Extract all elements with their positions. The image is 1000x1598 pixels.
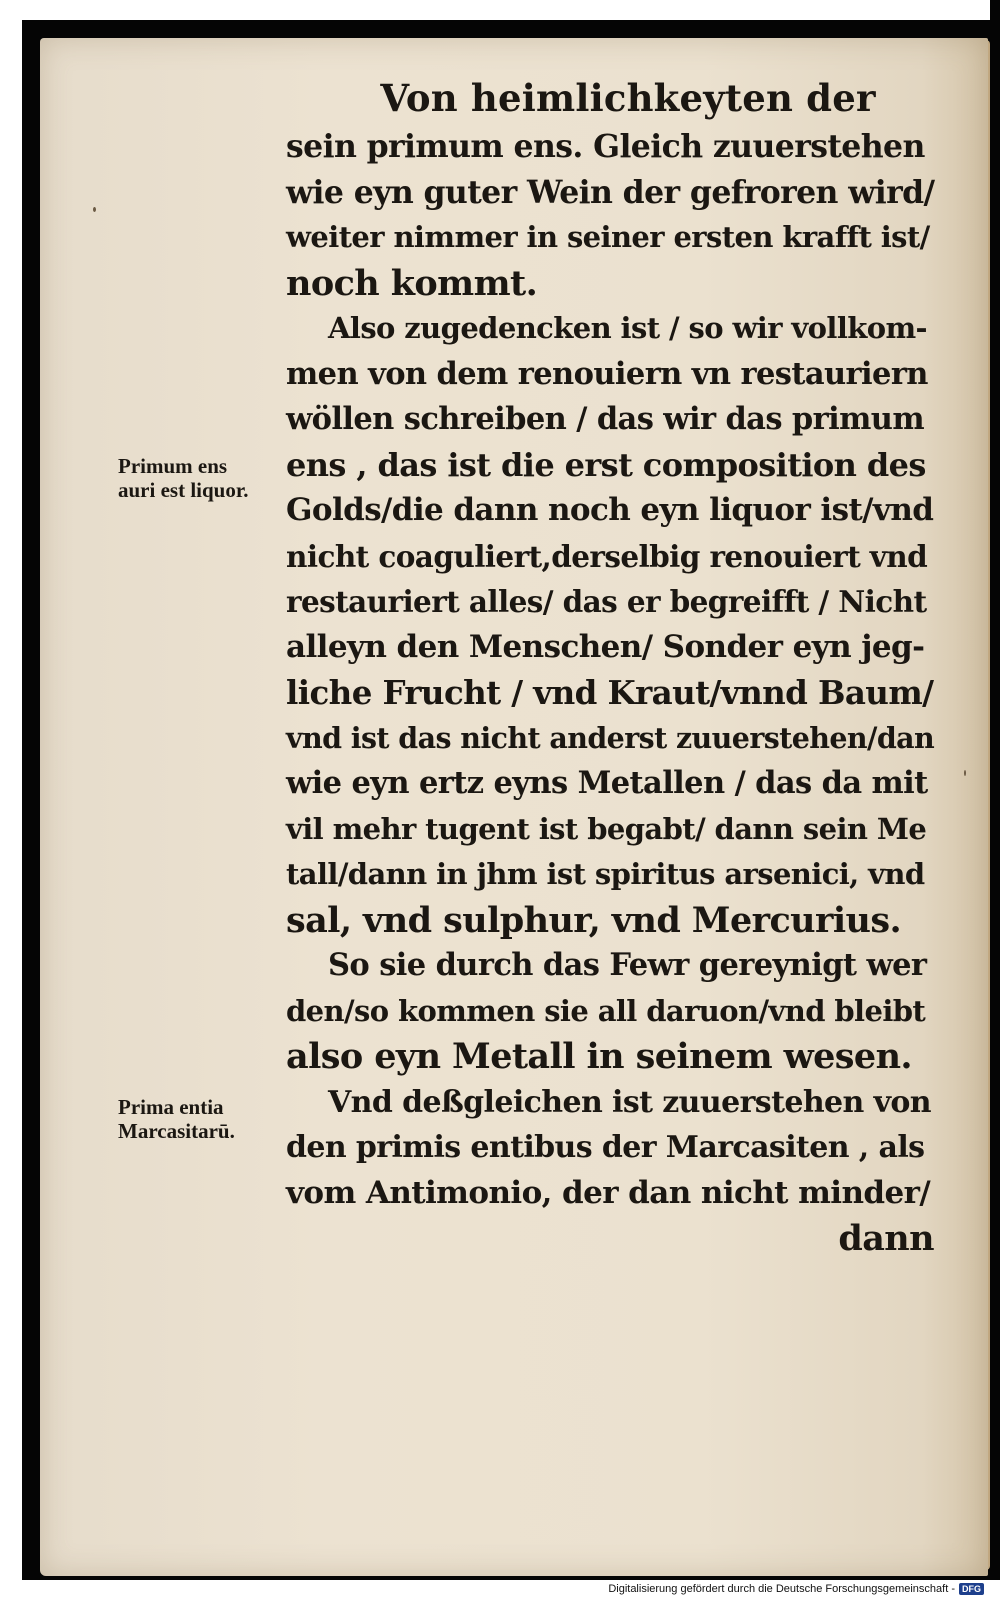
margin-note-line: auri est liquor. [118, 478, 249, 502]
text-line-15: wie eyn ertz eyns Metallen / das da mit [286, 765, 928, 801]
margin-note-line: Primum ens [118, 454, 228, 478]
text-line-2: wie eyn guter Wein der gefroren wird/ [286, 173, 935, 211]
text-line-22: Vnd deßgleichen ist zuuerstehen von [328, 1084, 932, 1120]
text-line-14: vnd ist das nicht anderst zuuerstehen/dan [286, 720, 935, 755]
credit-text: Digitalisierung gefördert durch die Deutsche Forschungsgemeinschaft - [608, 1583, 955, 1595]
margin-note-line: Prima entia [118, 1095, 224, 1119]
text-line-8: ens , das ist die erst composition des [286, 445, 926, 484]
text-line-17: tall/dann in jhm ist spiritus arsenici, vnd [286, 857, 925, 891]
text-line-13: liche Frucht / vnd Kraut/vnnd Baum/ [286, 673, 934, 712]
margin-note-line: Marcasitarū. [118, 1119, 235, 1143]
scan-left-margin [0, 0, 22, 1598]
text-line-19: So sie durch das Fewr gereynigt wer [328, 947, 927, 983]
text-line-23: den primis entibus der Marcasiten , als [286, 1130, 925, 1165]
scan-top-margin [0, 0, 990, 20]
running-header: Von heimlichkeyten der [380, 76, 876, 120]
margin-note-prima-entia [118, 1095, 278, 1143]
text-line-24: vom Antimonio, der dan nicht minder/ [286, 1174, 931, 1211]
paper-speck [964, 770, 966, 776]
digitization-credit [608, 1582, 984, 1596]
catchword: dann [838, 1218, 934, 1259]
text-line-1: sein primum ens. Gleich zuuerstehen [286, 128, 925, 165]
margin-note-primum-ens [118, 454, 278, 502]
text-line-4: noch kommt. [286, 262, 538, 304]
text-line-12: alleyn den Menschen/ Sonder eyn jeg- [286, 628, 925, 665]
text-line-16: vil mehr tugent ist begabt/ dann sein Me [286, 811, 927, 846]
text-line-5: Also zugedencken ist / so wir vollkom- [328, 311, 927, 345]
dfg-logo-icon: DFG [959, 1583, 984, 1595]
text-line-6: men von dem renouiern vn restauriern [286, 355, 928, 392]
text-line-20: den/so kommen sie all daruon/vnd bleibt [286, 993, 926, 1028]
text-line-21: also eyn Metall in seinem wesen. [286, 1036, 913, 1077]
text-line-3: weiter nimmer in seiner ersten krafft ist/ [286, 220, 930, 254]
paper-speck [93, 207, 96, 212]
text-line-7: wöllen schreiben / das wir das primum [286, 401, 925, 437]
text-line-9: Golds/die dann noch eyn liquor ist/vnd [286, 492, 934, 528]
text-line-10: nicht coaguliert,derselbig renouiert vnd [286, 538, 928, 574]
text-line-11: restauriert alles/ das er begreifft / Nicht [286, 584, 927, 619]
page-text-block [286, 72, 934, 1262]
text-line-18: sal, vnd sulphur, vnd Mercurius. [286, 899, 902, 941]
